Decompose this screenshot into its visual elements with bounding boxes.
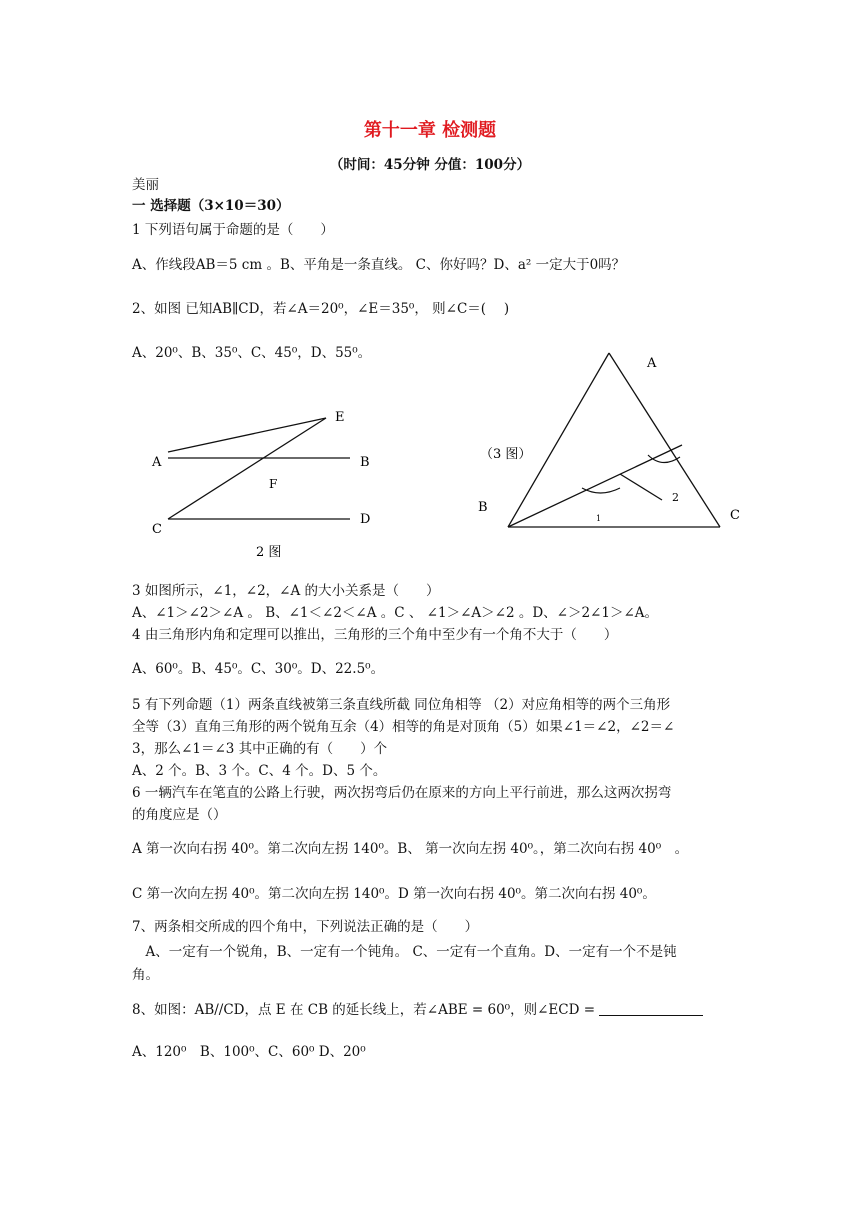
q5-line-3: 3，那么∠1＝∠3 其中正确的有（ ）个 xyxy=(132,741,388,757)
author-name: 美丽 xyxy=(132,177,159,193)
line-ce xyxy=(168,418,326,519)
q6-line-2: 的角度应是（） xyxy=(132,807,227,823)
q6-line-1: 6 一辆汽车在笔直的公路上行驶，两次拐弯后仍在原来的方向上平行前进，那么这两次拐弯 xyxy=(132,785,672,801)
q2-stem: 2、如图 已知AB∥CD，若∠A＝20⁰，∠E＝35⁰， 则∠C＝( ) xyxy=(132,301,510,317)
q8-stem-row xyxy=(132,1001,703,1019)
label-d: D xyxy=(360,512,371,527)
label-b: B xyxy=(478,500,488,515)
q5-line-2: 全等（3）直角三角形的两个锐角互余（4）相等的角是对顶角（5）如果∠1＝∠2，∠2＝∠ xyxy=(132,719,675,735)
section-heading: 一 选择题（3×10＝30） xyxy=(132,198,290,214)
q1-stem: 1 下列语句属于命题的是（ ） xyxy=(132,222,334,238)
q5-line-1: 5 有下列命题（1）两条直线被第三条直线所截 同位角相等 （2）对应角相等的两个三角形 xyxy=(132,697,671,713)
figure-2-caption: 2 图 xyxy=(256,545,282,560)
q2-options: A、20⁰、B、35⁰、C、45⁰，D、55⁰。 xyxy=(132,345,372,361)
q7-line-1: A、一定有一个锐角，B、一定有一个钝角。 C、一定有一个直角。D、一定有一个不是钝 xyxy=(132,944,677,960)
q5-options: A、2 个。B、3 个。C、4 个。D、5 个。 xyxy=(132,763,387,779)
label-a: A xyxy=(152,455,162,470)
label-angle-2: 2 xyxy=(672,491,679,504)
q8-options: A、120⁰ B、100⁰、C、60⁰ D、20⁰ xyxy=(132,1044,366,1060)
label-angle-1: 1 xyxy=(596,514,602,523)
q4-stem: 4 由三角形内角和定理可以推出，三角形的三个角中至少有一个角不大于（ ） xyxy=(132,627,618,643)
side-ab xyxy=(508,353,609,527)
q1-options: A、作线段AB＝5 cm 。B、平角是一条直线。 C、你好吗？D、a² 一定大于0吗？ xyxy=(132,257,626,273)
label-c: C xyxy=(152,522,162,537)
figure-2 xyxy=(140,400,400,560)
label-e: E xyxy=(335,410,345,425)
label-c: C xyxy=(730,508,740,523)
segment-b-to-ac xyxy=(508,445,682,527)
q7-line-2: 角。 xyxy=(132,967,159,983)
label-f: F xyxy=(269,477,278,491)
q4-options: A、60⁰。B、45⁰。C、30⁰。D、22.5⁰。 xyxy=(132,661,385,677)
q6-options-ab: A 第一次向右拐 40⁰。第二次向左拐 140⁰。B、 第一次向左拐 40⁰。，第二次向右拐 40⁰ 。 xyxy=(132,841,689,857)
label-b: B xyxy=(360,455,370,470)
page-title: 第十一章 检测题 xyxy=(363,120,497,141)
figure-3 xyxy=(470,345,760,540)
q7-stem: 7、两条相交所成的四个角中，下列说法正确的是（ ） xyxy=(132,919,479,935)
answer-blank[interactable] xyxy=(599,1001,703,1016)
side-ac xyxy=(609,353,720,527)
q8-stem: 8、如图：AB//CD，点 E 在 CB 的延长线上，若∠ABE = 60⁰，则∠ECD = xyxy=(132,1002,596,1018)
line-ae xyxy=(168,418,326,452)
q3-options: A、∠1＞∠2＞∠A 。 B、∠1＜∠2＜∠A 。C 、 ∠1＞∠A＞∠2 。D、∠＞2∠1＞∠A。 xyxy=(132,605,659,621)
page-subtitle: （时间：45分钟 分值：100分） xyxy=(329,157,531,173)
label-a: A xyxy=(647,356,657,371)
figure-3-caption: （3 图） xyxy=(480,447,532,462)
segment-inner xyxy=(620,474,662,500)
q6-options-cd: C 第一次向左拐 40⁰。第二次向左拐 140⁰。D 第一次向右拐 40⁰。第二次向右拐 40⁰。 xyxy=(132,886,656,902)
q3-stem: 3 如图所示，∠1，∠2，∠A 的大小关系是（ ） xyxy=(132,583,440,599)
